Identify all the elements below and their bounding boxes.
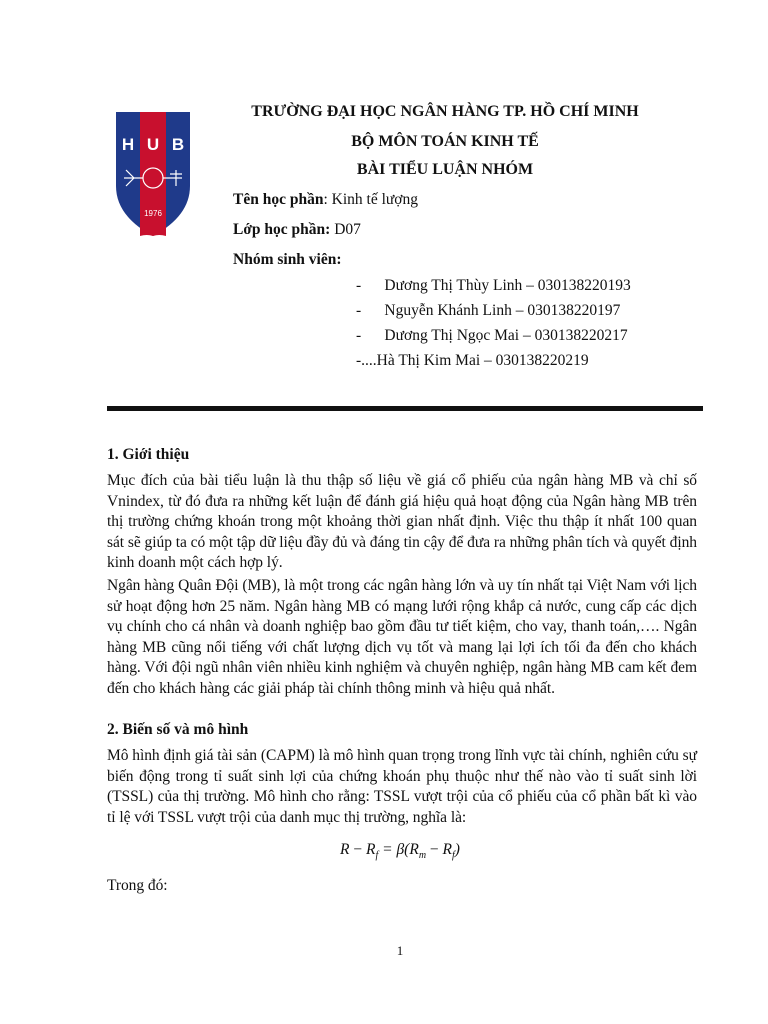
member-item: - Dương Thị Thùy Linh – 030138220193	[356, 277, 631, 294]
group-label: Nhóm sinh viên:	[233, 251, 342, 268]
section-title-variables-model: 2. Biến số và mô hình	[107, 721, 249, 738]
divider	[107, 406, 703, 411]
logo-letter-h: H	[121, 135, 135, 154]
subject-value: : Kinh tế lượng	[323, 191, 418, 208]
member-item: - Nguyễn Khánh Linh – 030138220197	[356, 302, 621, 319]
department-name: BỘ MÔN TOÁN KINH TẾ	[351, 133, 539, 150]
page-number: 1	[396, 943, 404, 958]
class-label: Lớp học phần:	[233, 221, 331, 238]
document-type: BÀI TIỂU LUẬN NHÓM	[356, 161, 534, 178]
section-title-introduction: 1. Giới thiệu	[107, 446, 190, 463]
paragraph-trong-do: Trong đó:	[107, 877, 168, 894]
paragraph: Mô hình định giá tài sản (CAPM) là mô hình quan trọng trong lĩnh vực tài chính, nghiên cứu sự biến động trong tỉ suất sinh lợi của chứng khoán phụ thuộc như thế nào vào tỉ suất sinh lời (TSSL) của thị trường. Mô hình cho rằng: TSSL vượt trội của cổ phiếu của cổ phần bất kì vào tỉ lệ với TSSL vượt trội của danh mục thị trường, nghĩa là:	[107, 747, 697, 826]
class-value: D07	[330, 221, 361, 238]
paragraph: Mục đích của bài tiểu luận là thu thập số liệu về giá cổ phiếu của ngân hàng MB và chỉ số Vnindex, từ đó đưa ra những kết luận để đánh giá hiệu quả hoạt động của Ngân hàng MB trên thị trường chứng khoán trong một khoảng thời gian nhất định. Việc thu thập ít nhất 100 quan sát sẽ giúp ta có một tập dữ liệu đầy đủ và đáng tin cậy để đưa ra những phân tích và quyết định kinh doanh một cách hợp lý.	[107, 472, 697, 571]
logo-year: 1976	[144, 209, 162, 218]
logo-letter-u: U	[146, 135, 160, 154]
member-item: -....Hà Thị Kim Mai – 030138220219	[356, 352, 589, 369]
course-subject	[233, 191, 418, 209]
paragraph: Ngân hàng Quân Đội (MB), là một trong các ngân hàng lớn và uy tín nhất tại Việt Nam với lịch sử hoạt động hơn 25 năm. Ngân hàng MB có mạng lưới rộng khắp cả nước, cung cấp các dịch vụ chính cho cá nhân và doanh nghiệp bao gồm đầu tư tiết kiệm, cho vay, thanh toán,…. Ngân hàng MB cũng nổi tiếng với chất lượng dịch vụ tốt và mang lại lợi ích tối đa đến cho khách hàng. Với đội ngũ nhân viên nhiều kinh nghiệm và chuyên nghiệp, ngân hàng MB cam kết đem đến cho khách hàng các giải pháp tài chính thông minh và hiệu quả nhất.	[107, 577, 697, 697]
member-item: - Dương Thị Ngọc Mai – 030138220217	[356, 327, 628, 344]
logo-letter-b: B	[171, 135, 185, 154]
capm-formula: $R - R_f = \beta(R_m - R_f)$	[340, 841, 460, 862]
university-name: TRƯỜNG ĐẠI HỌC NGÂN HÀNG TP. HỒ CHÍ MINH	[251, 103, 639, 120]
course-class	[233, 221, 361, 239]
subject-label: Tên học phần	[233, 191, 324, 208]
hub-logo	[112, 108, 194, 238]
